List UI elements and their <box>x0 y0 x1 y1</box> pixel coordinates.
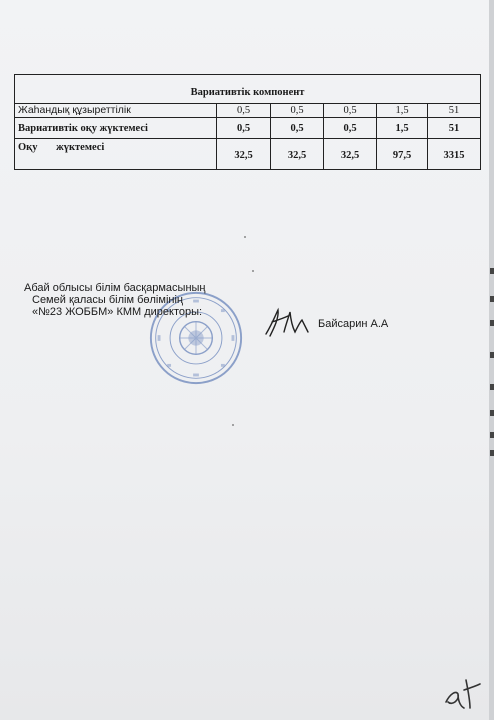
adjacent-page-edge <box>489 0 494 720</box>
table-row <box>15 104 481 118</box>
cell-value: 32,5 <box>324 139 377 170</box>
table-row <box>15 118 481 139</box>
director-title-block <box>24 282 206 318</box>
speck <box>252 270 254 272</box>
signature-icon <box>262 306 312 340</box>
cell-value: 32,5 <box>217 139 271 170</box>
edge-mark <box>490 410 494 416</box>
cell-value: 51 <box>428 118 481 139</box>
speck <box>232 424 234 426</box>
org-line: Абай облысы білім басқармасының <box>24 282 206 294</box>
cell-value: 1,5 <box>377 118 428 139</box>
cell-value: 51 <box>428 104 481 118</box>
row-label: Оқу жүктемесі <box>15 139 217 170</box>
cell-value: 0,5 <box>217 118 271 139</box>
edge-mark <box>490 450 494 456</box>
cell-value: 0,5 <box>324 104 377 118</box>
handwritten-page-number-icon <box>440 672 484 712</box>
edge-mark <box>490 384 494 390</box>
cell-value: 0,5 <box>217 104 271 118</box>
edge-mark <box>490 268 494 274</box>
org-line: Семей қаласы білім бөлімінің <box>32 294 183 306</box>
curriculum-table <box>14 74 481 170</box>
row-label: Жаһандық құзыреттілік <box>15 104 217 118</box>
table-row <box>15 139 481 170</box>
director-title: «№23 ЖОББМ» КММ директоры: <box>32 306 203 318</box>
table-header-row <box>15 75 481 104</box>
cell-value: 3315 <box>428 139 481 170</box>
edge-mark <box>490 352 494 358</box>
cell-value: 1,5 <box>377 104 428 118</box>
edge-mark <box>490 432 494 438</box>
cell-value: 0,5 <box>324 118 377 139</box>
cell-value: 97,5 <box>377 139 428 170</box>
row-label: Вариативтік оқу жүктемесі <box>15 118 217 139</box>
table-header: Вариативтік компонент <box>15 75 481 104</box>
cell-value: 32,5 <box>271 139 324 170</box>
cell-value: 0,5 <box>271 118 324 139</box>
edge-mark <box>490 296 494 302</box>
speck <box>244 236 246 238</box>
director-name: Байсарин А.А <box>318 318 389 330</box>
edge-mark <box>490 320 494 326</box>
cell-value: 0,5 <box>271 104 324 118</box>
